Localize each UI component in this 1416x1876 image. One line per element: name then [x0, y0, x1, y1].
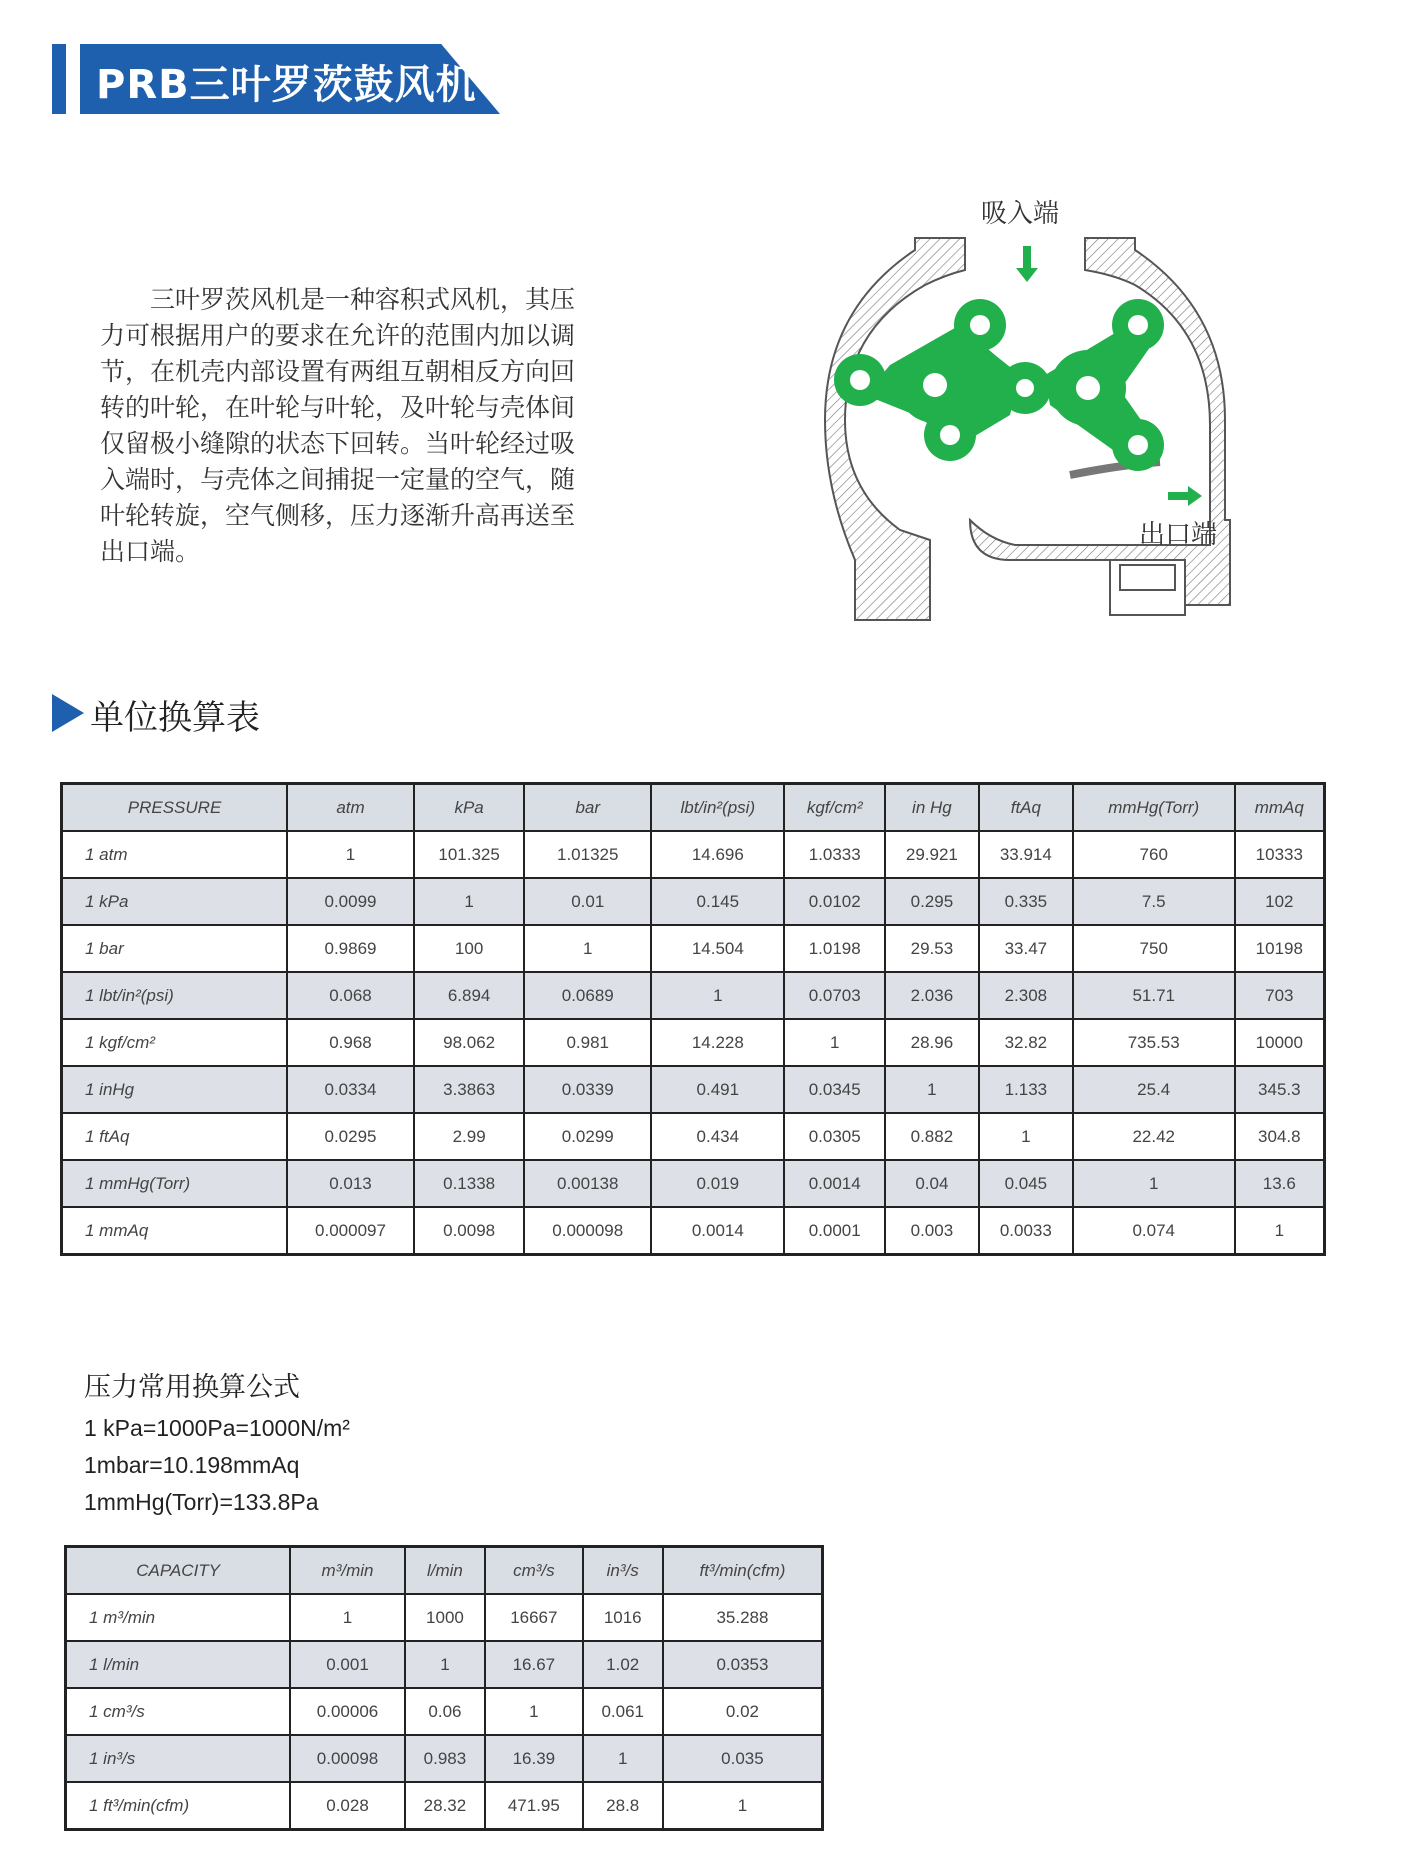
table-cell: 1	[651, 972, 784, 1019]
table-cell: 0.0703	[784, 972, 884, 1019]
table-cell: 0.0334	[287, 1066, 414, 1113]
table-cell: 0.434	[651, 1113, 784, 1160]
table-cell: 33.914	[979, 831, 1073, 878]
table-cell: 0.035	[663, 1735, 823, 1782]
table-cell: 2.308	[979, 972, 1073, 1019]
table-cell: 10198	[1235, 925, 1325, 972]
table-cell: 0.145	[651, 878, 784, 925]
intro-line: 三叶罗茨风机是一种容积式风机，其压	[150, 285, 576, 314]
table-cell: 471.95	[485, 1782, 582, 1830]
table-cell: 7.5	[1073, 878, 1235, 925]
table-cell: 0.04	[885, 1160, 979, 1207]
row-header-cell: 1 l/min	[66, 1641, 291, 1688]
triangle-bullet-icon	[52, 694, 84, 732]
table-cell: 345.3	[1235, 1066, 1325, 1113]
column-header: mmHg(Torr)	[1073, 784, 1235, 832]
formula-line: 1mmHg(Torr)=133.8Pa	[84, 1489, 319, 1515]
table-cell: 0.0014	[784, 1160, 884, 1207]
table-cell: 0.06	[405, 1688, 485, 1735]
intro-line: 仅留极小缝隙的状态下回转。当叶轮经过吸	[100, 429, 576, 458]
table-row	[62, 1066, 1325, 1113]
intro-line: 叶轮转旋，空气侧移，压力逐渐升高再送至	[100, 501, 576, 530]
intro-line: 入端时，与壳体之间捕捉一定量的空气，随	[100, 465, 576, 494]
row-header-cell: 1 cm³/s	[66, 1688, 291, 1735]
table-cell: 16.67	[485, 1641, 582, 1688]
table-cell: 1	[414, 878, 524, 925]
table-cell: 1.0333	[784, 831, 884, 878]
table-cell: 6.894	[414, 972, 524, 1019]
column-header: kgf/cm²	[784, 784, 884, 832]
column-header: ftAq	[979, 784, 1073, 832]
column-header: CAPACITY	[66, 1547, 291, 1595]
table-cell: 1	[524, 925, 651, 972]
table-row	[62, 1160, 1325, 1207]
formula-line: 1mbar=10.198mmAq	[84, 1452, 300, 1478]
table-cell: 3.3863	[414, 1066, 524, 1113]
row-header-cell: 1 lbt/in²(psi)	[62, 972, 288, 1019]
table-cell: 1	[784, 1019, 884, 1066]
table-row	[66, 1688, 823, 1735]
table-row	[66, 1641, 823, 1688]
outlet-port	[1120, 565, 1175, 590]
table-cell: 703	[1235, 972, 1325, 1019]
table-cell: 304.8	[1235, 1113, 1325, 1160]
table-cell: 29.53	[885, 925, 979, 972]
table-cell: 0.00006	[290, 1688, 404, 1735]
row-header-cell: 1 m³/min	[66, 1594, 291, 1641]
table-cell: 0.0102	[784, 878, 884, 925]
intro-paragraph	[100, 282, 600, 570]
row-header-cell: 1 ftAq	[62, 1113, 288, 1160]
table-header-row	[66, 1547, 823, 1595]
row-header-cell: 1 kPa	[62, 878, 288, 925]
table-cell: 0.295	[885, 878, 979, 925]
table-cell: 0.491	[651, 1066, 784, 1113]
table-cell: 16.39	[485, 1735, 582, 1782]
table-cell: 0.882	[885, 1113, 979, 1160]
intro-line: 出口端。	[100, 537, 201, 566]
table-cell: 0.9869	[287, 925, 414, 972]
column-header: in³/s	[583, 1547, 663, 1595]
blower-diagram	[820, 190, 1260, 630]
pressure-formulas	[84, 1365, 350, 1521]
table-cell: 0.061	[583, 1688, 663, 1735]
table-cell: 1	[979, 1113, 1073, 1160]
table-cell: 0.0339	[524, 1066, 651, 1113]
table-cell: 98.062	[414, 1019, 524, 1066]
table-cell: 101.325	[414, 831, 524, 878]
column-header: atm	[287, 784, 414, 832]
table-cell: 100	[414, 925, 524, 972]
title-accent-bar	[52, 44, 66, 114]
table-cell: 32.82	[979, 1019, 1073, 1066]
table-row	[66, 1782, 823, 1830]
pressure-conversion-table	[60, 782, 1326, 1256]
table-cell: 0.001	[290, 1641, 404, 1688]
table-cell: 35.288	[663, 1594, 823, 1641]
table-row	[62, 972, 1325, 1019]
table-cell: 1	[287, 831, 414, 878]
table-cell: 1	[405, 1641, 485, 1688]
intro-line: 节，在机壳内部设置有两组互朝相反方向回	[100, 357, 576, 386]
inlet-label: 吸入端	[980, 199, 1060, 229]
table-cell: 0.335	[979, 878, 1073, 925]
page-title: PRB三叶罗茨鼓风机	[96, 62, 477, 108]
table-cell: 0.028	[290, 1782, 404, 1830]
table-cell: 14.696	[651, 831, 784, 878]
table-cell: 750	[1073, 925, 1235, 972]
table-cell: 0.968	[287, 1019, 414, 1066]
table-row	[62, 831, 1325, 878]
table-cell: 0.013	[287, 1160, 414, 1207]
table-cell: 28.96	[885, 1019, 979, 1066]
table-cell: 1	[663, 1782, 823, 1830]
row-header-cell: 1 mmHg(Torr)	[62, 1160, 288, 1207]
column-header: PRESSURE	[62, 784, 288, 832]
formula-line: 1 kPa=1000Pa=1000N/m²	[84, 1415, 350, 1441]
table-cell: 1	[1235, 1207, 1325, 1255]
table-cell: 0.0295	[287, 1113, 414, 1160]
table-cell: 22.42	[1073, 1113, 1235, 1160]
table-cell: 0.981	[524, 1019, 651, 1066]
table-cell: 1	[583, 1735, 663, 1782]
table-cell: 0.00138	[524, 1160, 651, 1207]
table-cell: 16667	[485, 1594, 582, 1641]
table-cell: 28.32	[405, 1782, 485, 1830]
column-header: kPa	[414, 784, 524, 832]
table-row	[62, 1113, 1325, 1160]
table-cell: 0.00098	[290, 1735, 404, 1782]
title-banner	[52, 44, 502, 114]
column-header: ft³/min(cfm)	[663, 1547, 823, 1595]
table-cell: 29.921	[885, 831, 979, 878]
table-cell: 1000	[405, 1594, 485, 1641]
table-cell: 0.068	[287, 972, 414, 1019]
row-header-cell: 1 ft³/min(cfm)	[66, 1782, 291, 1830]
column-header: cm³/s	[485, 1547, 582, 1595]
row-header-cell: 1 mmAq	[62, 1207, 288, 1255]
table-cell: 0.0689	[524, 972, 651, 1019]
column-header: lbt/in²(psi)	[651, 784, 784, 832]
table-cell: 0.0098	[414, 1207, 524, 1255]
row-header-cell: 1 atm	[62, 831, 288, 878]
intro-line: 力可根据用户的要求在允许的范围内加以调	[100, 321, 576, 350]
column-header: m³/min	[290, 1547, 404, 1595]
table-row	[66, 1735, 823, 1782]
row-header-cell: 1 kgf/cm²	[62, 1019, 288, 1066]
table-cell: 735.53	[1073, 1019, 1235, 1066]
table-cell: 14.504	[651, 925, 784, 972]
table-cell: 0.000098	[524, 1207, 651, 1255]
table-cell: 14.228	[651, 1019, 784, 1066]
table-cell: 2.99	[414, 1113, 524, 1160]
column-header: l/min	[405, 1547, 485, 1595]
column-header: in Hg	[885, 784, 979, 832]
table-cell: 33.47	[979, 925, 1073, 972]
table-cell: 0.003	[885, 1207, 979, 1255]
column-header: mmAq	[1235, 784, 1325, 832]
capacity-conversion-table	[64, 1545, 824, 1831]
table-cell: 25.4	[1073, 1066, 1235, 1113]
table-cell: 0.0033	[979, 1207, 1073, 1255]
table-cell: 0.1338	[414, 1160, 524, 1207]
table-cell: 0.045	[979, 1160, 1073, 1207]
table-cell: 0.0305	[784, 1113, 884, 1160]
inlet-arrow	[1016, 246, 1038, 282]
table-cell: 1	[290, 1594, 404, 1641]
row-header-cell: 1 in³/s	[66, 1735, 291, 1782]
table-cell: 0.0353	[663, 1641, 823, 1688]
table-cell: 0.0014	[651, 1207, 784, 1255]
table-cell: 1	[885, 1066, 979, 1113]
table-cell: 0.983	[405, 1735, 485, 1782]
table-cell: 1	[1073, 1160, 1235, 1207]
table-row	[62, 1207, 1325, 1255]
table-cell: 1016	[583, 1594, 663, 1641]
table-cell: 1.01325	[524, 831, 651, 878]
column-header: bar	[524, 784, 651, 832]
table-cell: 0.0099	[287, 878, 414, 925]
table-cell: 0.019	[651, 1160, 784, 1207]
table-cell: 0.0299	[524, 1113, 651, 1160]
table-cell: 51.71	[1073, 972, 1235, 1019]
table-cell: 10333	[1235, 831, 1325, 878]
table-cell: 1.133	[979, 1066, 1073, 1113]
table-cell: 0.01	[524, 878, 651, 925]
table-cell: 1	[485, 1688, 582, 1735]
table-header-row	[62, 784, 1325, 832]
table-cell: 28.8	[583, 1782, 663, 1830]
table-cell: 0.000097	[287, 1207, 414, 1255]
intro-line: 转的叶轮，在叶轮与叶轮，及叶轮与壳体间	[100, 393, 576, 422]
table-cell: 0.0345	[784, 1066, 884, 1113]
table-cell: 0.02	[663, 1688, 823, 1735]
row-header-cell: 1 bar	[62, 925, 288, 972]
formulas-title: 压力常用换算公式	[84, 1372, 300, 1403]
section-title: 单位换算表	[90, 698, 260, 738]
table-cell: 1.02	[583, 1641, 663, 1688]
outlet-arrow	[1168, 486, 1202, 506]
table-cell: 0.0001	[784, 1207, 884, 1255]
table-row	[62, 925, 1325, 972]
table-row	[62, 878, 1325, 925]
outlet-label: 出口端	[1138, 520, 1218, 550]
table-cell: 2.036	[885, 972, 979, 1019]
table-cell: 760	[1073, 831, 1235, 878]
table-cell: 10000	[1235, 1019, 1325, 1066]
table-row	[66, 1594, 823, 1641]
table-cell: 102	[1235, 878, 1325, 925]
right-rotor	[1003, 299, 1164, 471]
table-cell: 13.6	[1235, 1160, 1325, 1207]
table-cell: 1.0198	[784, 925, 884, 972]
table-cell: 0.074	[1073, 1207, 1235, 1255]
table-row	[62, 1019, 1325, 1066]
row-header-cell: 1 inHg	[62, 1066, 288, 1113]
